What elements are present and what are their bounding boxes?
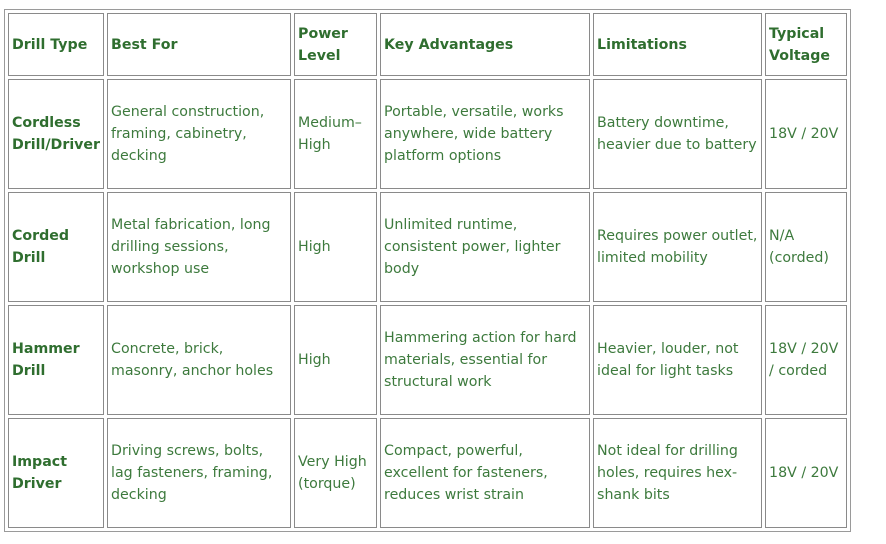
comparison-table-container [4,9,851,532]
cell-power-level: High [294,305,377,415]
header-row [8,13,847,76]
cell-best-for: Driving screws, bolts, lag fasteners, framing, decking [107,418,291,528]
cell-best-for: General construction, framing, cabinetry, decking [107,79,291,189]
cell-key-advantages: Unlimited runtime, consistent power, lighter body [380,192,590,302]
header-power-level: Power Level [294,13,377,76]
cell-drill-type: Hammer Drill [8,305,104,415]
cell-key-advantages: Portable, versatile, works anywhere, wide battery platform options [380,79,590,189]
drill-comparison-table [4,9,851,532]
cell-power-level: Very High (torque) [294,418,377,528]
cell-typical-voltage: 18V / 20V / corded [765,305,847,415]
cell-best-for: Concrete, brick, masonry, anchor holes [107,305,291,415]
cell-limitations: Requires power outlet, limited mobility [593,192,762,302]
table-row [8,305,847,415]
cell-best-for: Metal fabrication, long drilling sessions, workshop use [107,192,291,302]
cell-drill-type: Impact Driver [8,418,104,528]
table-row [8,418,847,528]
cell-typical-voltage: 18V / 20V [765,79,847,189]
header-typical-voltage: Typical Voltage [765,13,847,76]
header-limitations: Limitations [593,13,762,76]
cell-drill-type: Corded Drill [8,192,104,302]
cell-limitations: Not ideal for drilling holes, requires hex-shank bits [593,418,762,528]
cell-key-advantages: Hammering action for hard materials, essential for structural work [380,305,590,415]
cell-typical-voltage: N/A (corded) [765,192,847,302]
header-key-advantages: Key Advantages [380,13,590,76]
cell-typical-voltage: 18V / 20V [765,418,847,528]
header-best-for: Best For [107,13,291,76]
cell-power-level: High [294,192,377,302]
table-row [8,192,847,302]
header-drill-type: Drill Type [8,13,104,76]
cell-power-level: Medium–High [294,79,377,189]
cell-limitations: Battery downtime, heavier due to battery [593,79,762,189]
cell-key-advantages: Compact, powerful, excellent for fasteners, reduces wrist strain [380,418,590,528]
cell-drill-type: Cordless Drill/Driver [8,79,104,189]
cell-limitations: Heavier, louder, not ideal for light tasks [593,305,762,415]
table-row [8,79,847,189]
